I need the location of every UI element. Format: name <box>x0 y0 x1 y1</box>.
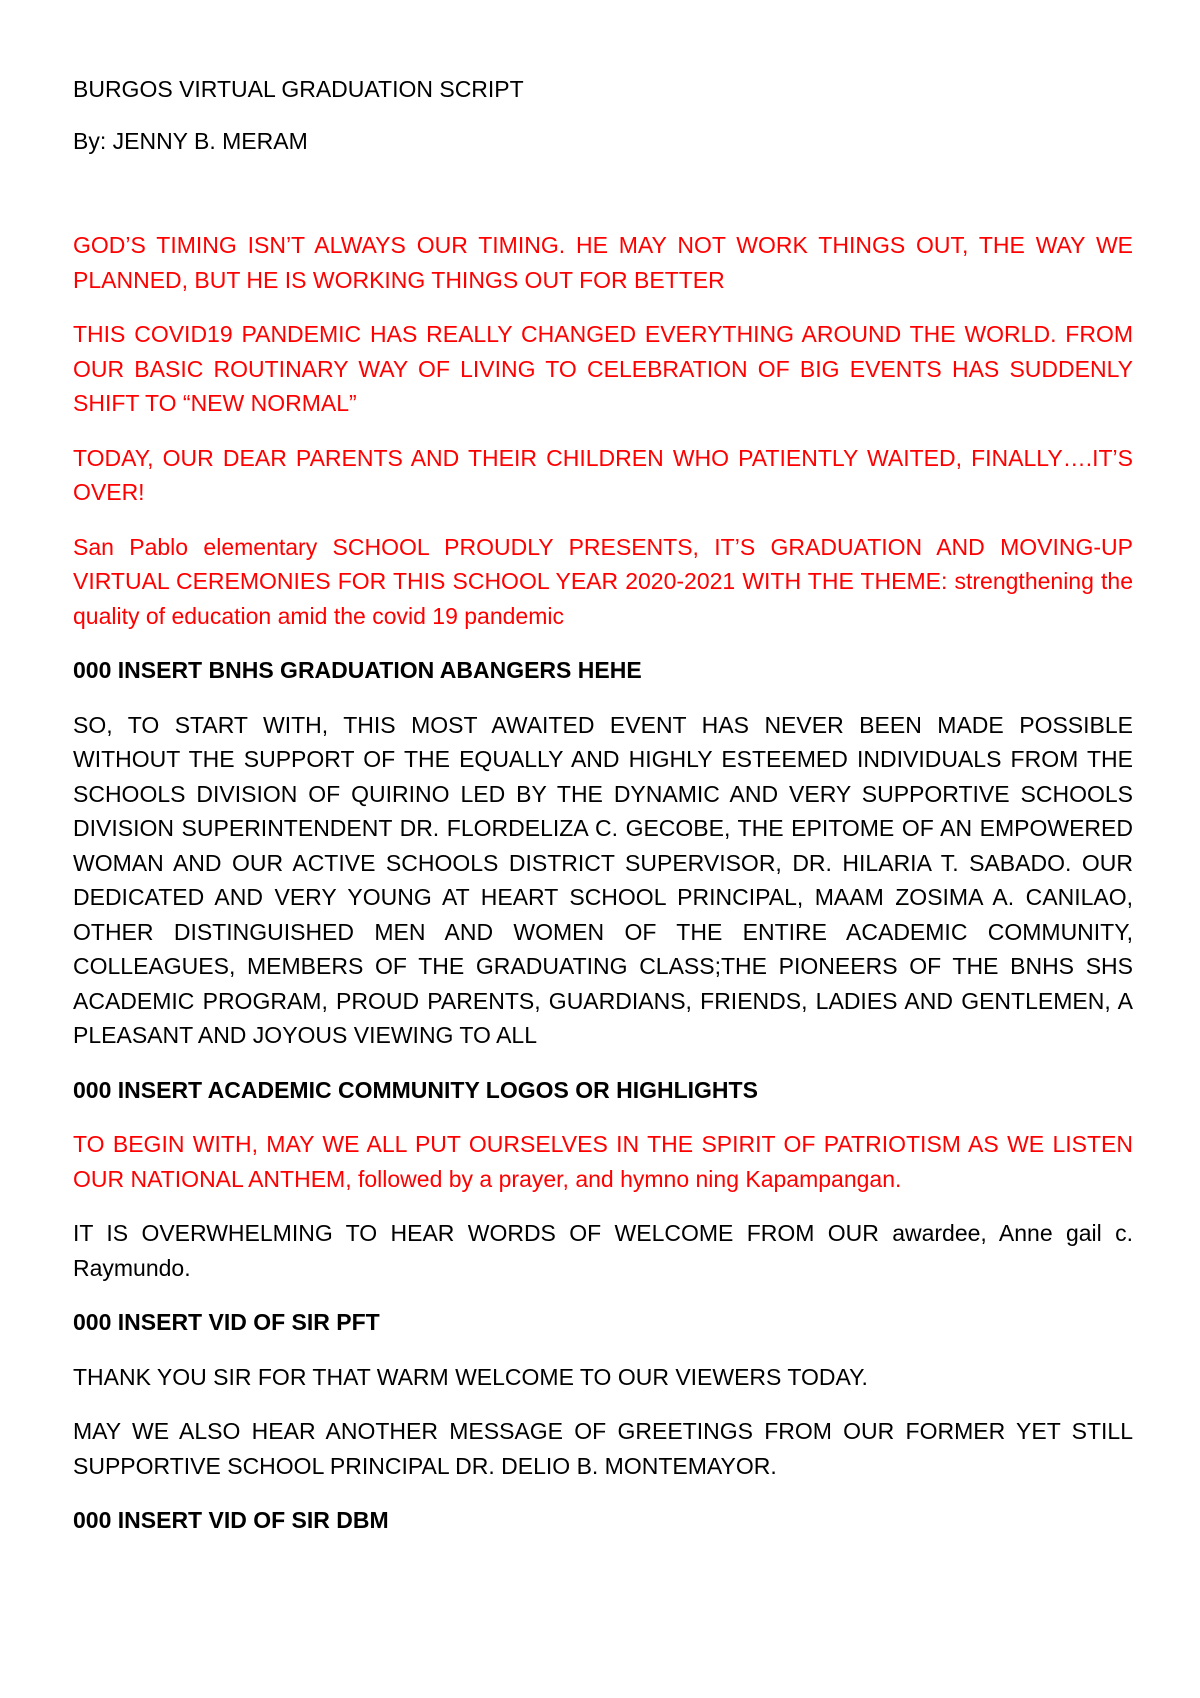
document-title: BURGOS VIRTUAL GRADUATION SCRIPT <box>73 76 524 102</box>
paragraph-acknowledgements: SO, TO START WITH, THIS MOST AWAITED EVENT HAS NEVER BEEN MADE POSSIBLE WITHOUT THE SUPPORT OF THE EQUALLY AND HIGHLY ESTEEMED INDIVIDUALS FROM THE SCHOOLS DIVISION OF QUIRINO LED BY THE DYNAMIC AND VERY SUPPORTIVE SCHOOLS DIVISION SUPERINTENDENT DR. FLORDELIZA C. GECOBE, THE EPITOME OF AN EMPOWERED WOMAN AND OUR ACTIVE SCHOOLS DISTRICT SUPERVISOR, DR. HILARIA T. SABADO. OUR DEDICATED AND VERY YOUNG AT HEART SCHOOL PRINCIPAL, MAAM ZOSIMA A. CANILAO, OTHER DISTINGUISHED MEN AND WOMEN OF THE ENTIRE ACADEMIC COMMUNITY, COLLEAGUES, MEMBERS OF THE GRADUATING CLASS;THE PIONEERS OF THE BNHS SHS ACADEMIC PROGRAM, PROUD PARENTS, GUARDIANS, FRIENDS, LADIES AND GENTLEMEN, A PLEASANT AND JOYOUS VIEWING TO ALL <box>73 711 1133 1048</box>
paragraph-pandemic: THIS COVID19 PANDEMIC HAS REALLY CHANGED EVERYTHING AROUND THE WORLD. FROM OUR BASIC ROUTINARY WAY OF LIVING TO CELEBRATION OF BIG EVENTS HAS SUDDENLY SHIFT TO “NEW NORMAL” <box>73 321 1133 416</box>
cue-insert-vid-pft: 000 INSERT VID OF SIR PFT <box>73 1309 380 1335</box>
cue-insert-logos: 000 INSERT ACADEMIC COMMUNITY LOGOS OR HIGHLIGHTS <box>73 1076 758 1103</box>
paragraph-gods-timing: GOD’S TIMING ISN’T ALWAYS OUR TIMING. HE MAY NOT WORK THINGS OUT, THE WAY WE PLANNED, BUT HE IS WORKING THINGS OUT FOR BETTER <box>73 232 1133 293</box>
paragraph-welcome: IT IS OVERWHELMING TO HEAR WORDS OF WELCOME FROM OUR awardee, Anne gail c. Raymundo. <box>73 1220 1133 1281</box>
cue-insert-abangers: 000 INSERT BNHS GRADUATION ABANGERS HEHE <box>73 657 642 683</box>
cue-insert-vid-dbm: 000 INSERT VID OF SIR DBM <box>73 1507 389 1533</box>
paragraph-thank-you: THANK YOU SIR FOR THAT WARM WELCOME TO OUR VIEWERS TODAY. <box>73 1363 868 1390</box>
paragraph-greetings: MAY WE ALSO HEAR ANOTHER MESSAGE OF GREETINGS FROM OUR FORMER YET STILL SUPPORTIVE SCHOOL PRINCIPAL DR. DELIO B. MONTEMAYOR. <box>73 1418 1133 1479</box>
paragraph-school-presents: San Pablo elementary SCHOOL PROUDLY PRESENTS, IT’S GRADUATION AND MOVING-UP VIRTUAL CEREMONIES FOR THIS SCHOOL YEAR 2020-2021 WITH THE THEME: strengthening the quality of education amid the covid 19 pandemic <box>73 533 1133 629</box>
document-author: By: JENNY B. MERAM <box>73 128 308 154</box>
paragraph-national-anthem: TO BEGIN WITH, MAY WE ALL PUT OURSELVES IN THE SPIRIT OF PATRIOTISM AS WE LISTEN OUR NATIONAL ANTHEM, followed by a prayer, and hymno ning Kapampangan. <box>73 1131 1133 1192</box>
paragraph-today: TODAY, OUR DEAR PARENTS AND THEIR CHILDREN WHO PATIENTLY WAITED, FINALLY….IT’S OVER! <box>73 444 1133 505</box>
